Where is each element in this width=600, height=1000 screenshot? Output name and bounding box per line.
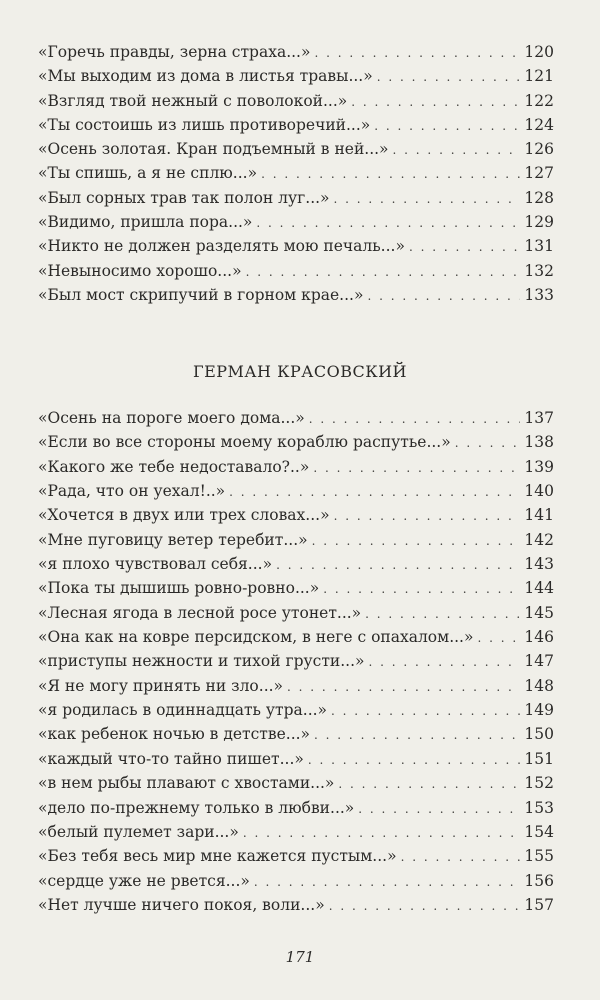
toc-entry (38, 796, 554, 820)
toc-entry-page: 143 (524, 555, 554, 574)
toc-entry-title: «Она как на ковре персидском, в неге с опахалом...» (38, 628, 474, 647)
dot-leader (243, 821, 521, 845)
toc-entry-page: 142 (524, 530, 554, 549)
dot-leader (409, 235, 520, 259)
toc-entry-page: 151 (524, 749, 554, 768)
toc-entry (38, 455, 554, 479)
toc-entry-page: 156 (524, 871, 554, 890)
dot-leader (351, 90, 520, 114)
toc-entry-page: 120 (524, 43, 554, 61)
toc-entry-page: 121 (524, 67, 554, 86)
toc-entry-page: 141 (524, 506, 554, 525)
toc-section-krasovsky (38, 406, 554, 917)
toc-entry-title: «я родилась в одиннадцать утра...» (38, 701, 328, 720)
toc-entry-page: 149 (524, 701, 554, 720)
toc-entry (38, 406, 554, 430)
toc-entry (38, 64, 554, 88)
dot-leader (314, 723, 520, 747)
dot-leader (358, 797, 520, 821)
dot-leader (229, 480, 520, 504)
toc-entry (38, 869, 554, 893)
toc-entry-title: «дело по-прежнему только в любви...» (38, 798, 355, 817)
dot-leader (256, 211, 520, 235)
toc-entry-title: «я плохо чувствовал себя...» (38, 555, 273, 574)
dot-leader (334, 504, 521, 528)
toc-entry-title: «Горечь правды, зерна страха...» (38, 43, 311, 61)
toc-entry-title: «Нет лучше ничего покоя, воли...» (38, 895, 325, 914)
toc-entry (38, 576, 554, 600)
toc-entry (38, 747, 554, 771)
toc-entry-page: 150 (524, 725, 554, 744)
toc-entry (38, 625, 554, 649)
toc-entry (38, 844, 554, 868)
dot-leader (254, 870, 521, 894)
toc-entry (38, 40, 554, 64)
toc-entry (38, 552, 554, 576)
toc-entry-page: 129 (524, 213, 554, 232)
toc-entry (38, 283, 554, 307)
toc-entry-title: «Взгляд твой нежный с поволокой...» (38, 91, 348, 110)
dot-leader (312, 529, 521, 553)
toc-entry-title: «Осень золотая. Кран подъемный в ней...» (38, 140, 389, 159)
toc-section-continued (38, 40, 554, 307)
toc-entry-page: 137 (524, 409, 554, 427)
toc-entry-page: 152 (524, 774, 554, 793)
toc-entry-title: «белый пулемет зари...» (38, 822, 239, 841)
toc-entry-title: «Ты состоишь из лишь противоречий...» (38, 115, 371, 134)
toc-entry-title: «Если во все стороны моему кораблю распутье...» (38, 433, 451, 452)
toc-entry-page: 145 (524, 603, 554, 622)
toc-entry-title: «Осень на пороге моего дома...» (38, 409, 305, 427)
dot-leader (276, 553, 520, 577)
toc-entry (38, 186, 554, 210)
toc-entry (38, 430, 554, 454)
dot-leader (367, 284, 520, 308)
dot-leader (313, 456, 520, 480)
toc-entry-title: «Был мост скрипучий в горном крае...» (38, 285, 364, 304)
toc-entry-page: 140 (524, 482, 554, 501)
toc-entry (38, 210, 554, 234)
toc-entry-title: «Мне пуговицу ветер теребит...» (38, 530, 308, 549)
toc-entry-title: «Был сорных трав так полон луг...» (38, 188, 330, 207)
toc-entry (38, 820, 554, 844)
toc-entry (38, 259, 554, 283)
toc-entry-title: «каждый что-то тайно пишет...» (38, 749, 304, 768)
dot-leader (393, 138, 521, 162)
toc-entry-title: «в нем рыбы плавают с хвостами...» (38, 774, 335, 793)
toc-entry-page: 131 (524, 237, 554, 256)
dot-leader (329, 894, 521, 918)
toc-entry (38, 234, 554, 258)
page-number: 171 (285, 948, 315, 966)
toc-entry-title: «Какого же тебе недоставало?..» (38, 457, 310, 476)
toc-entry-title: «Мы выходим из дома в листья травы...» (38, 67, 373, 86)
toc-entry-page: 127 (524, 164, 554, 183)
dot-leader (314, 41, 520, 65)
dot-leader (338, 772, 520, 796)
toc-entry-title: «Лесная ягода в лесной росе утонет...» (38, 603, 362, 622)
toc-entry-title: «приступы нежности и тихой грусти...» (38, 652, 365, 671)
dot-leader (377, 65, 521, 89)
dot-leader (365, 602, 520, 626)
toc-entry-page: 122 (524, 91, 554, 110)
dot-leader (323, 577, 520, 601)
toc-entry (38, 503, 554, 527)
toc-entry-page: 133 (524, 285, 554, 304)
toc-entry-page: 157 (524, 895, 554, 914)
toc-entry-title: «Хочется в двух или трех словах...» (38, 506, 330, 525)
toc-entry (38, 161, 554, 185)
toc-entry-page: 124 (524, 115, 554, 134)
dot-leader (368, 650, 520, 674)
toc-entry (38, 698, 554, 722)
dot-leader (374, 114, 520, 138)
toc-entry (38, 528, 554, 552)
author-heading: ГЕРМАН КРАСОВСКИЙ (193, 362, 407, 381)
dot-leader (455, 431, 521, 455)
toc-entry (38, 674, 554, 698)
toc-entry-page: 155 (524, 847, 554, 866)
dot-leader (309, 407, 521, 431)
toc-entry-title: «как ребенок ночью в детстве...» (38, 725, 311, 744)
toc-entry (38, 89, 554, 113)
toc-entry-title: «Невыносимо хорошо...» (38, 261, 242, 280)
toc-entry-page: 153 (524, 798, 554, 817)
toc-entry-title: «Видимо, пришла пора...» (38, 213, 253, 232)
toc-entry (38, 113, 554, 137)
toc-entry-page: 146 (524, 628, 554, 647)
toc-entry-title: «Рада, что он уехал!..» (38, 482, 226, 501)
toc-entry (38, 601, 554, 625)
toc-entry (38, 771, 554, 795)
dot-leader (287, 675, 520, 699)
toc-entry-page: 139 (524, 457, 554, 476)
toc-entry-page: 144 (524, 579, 554, 598)
toc-entry (38, 722, 554, 746)
toc-entry (38, 649, 554, 673)
toc-entry-page: 138 (524, 433, 554, 452)
toc-entry-title: «Без тебя весь мир мне кажется пустым...» (38, 847, 397, 866)
toc-entry-page: 148 (524, 676, 554, 695)
toc-entry-title: «Я не могу принять ни зло...» (38, 676, 284, 695)
toc-entry-title: «Ты спишь, а я не сплю...» (38, 164, 258, 183)
dot-leader (331, 699, 520, 723)
toc-entry-page: 147 (524, 652, 554, 671)
toc-entry-page: 126 (524, 140, 554, 159)
dot-leader (308, 748, 521, 772)
toc-entry-page: 128 (524, 188, 554, 207)
toc-entry (38, 479, 554, 503)
toc-entry-page: 154 (524, 822, 554, 841)
dot-leader (334, 187, 521, 211)
toc-entry-title: «сердце уже не рвется...» (38, 871, 250, 890)
toc-entry-title: «Пока ты дышишь ровно-ровно...» (38, 579, 320, 598)
dot-leader (477, 626, 520, 650)
dot-leader (401, 845, 521, 869)
dot-leader (261, 162, 520, 186)
dot-leader (246, 260, 521, 284)
toc-entry-title: «Никто не должен разделять мою печаль...» (38, 237, 405, 256)
toc-entry-page: 132 (524, 261, 554, 280)
toc-entry (38, 137, 554, 161)
toc-entry (38, 893, 554, 917)
